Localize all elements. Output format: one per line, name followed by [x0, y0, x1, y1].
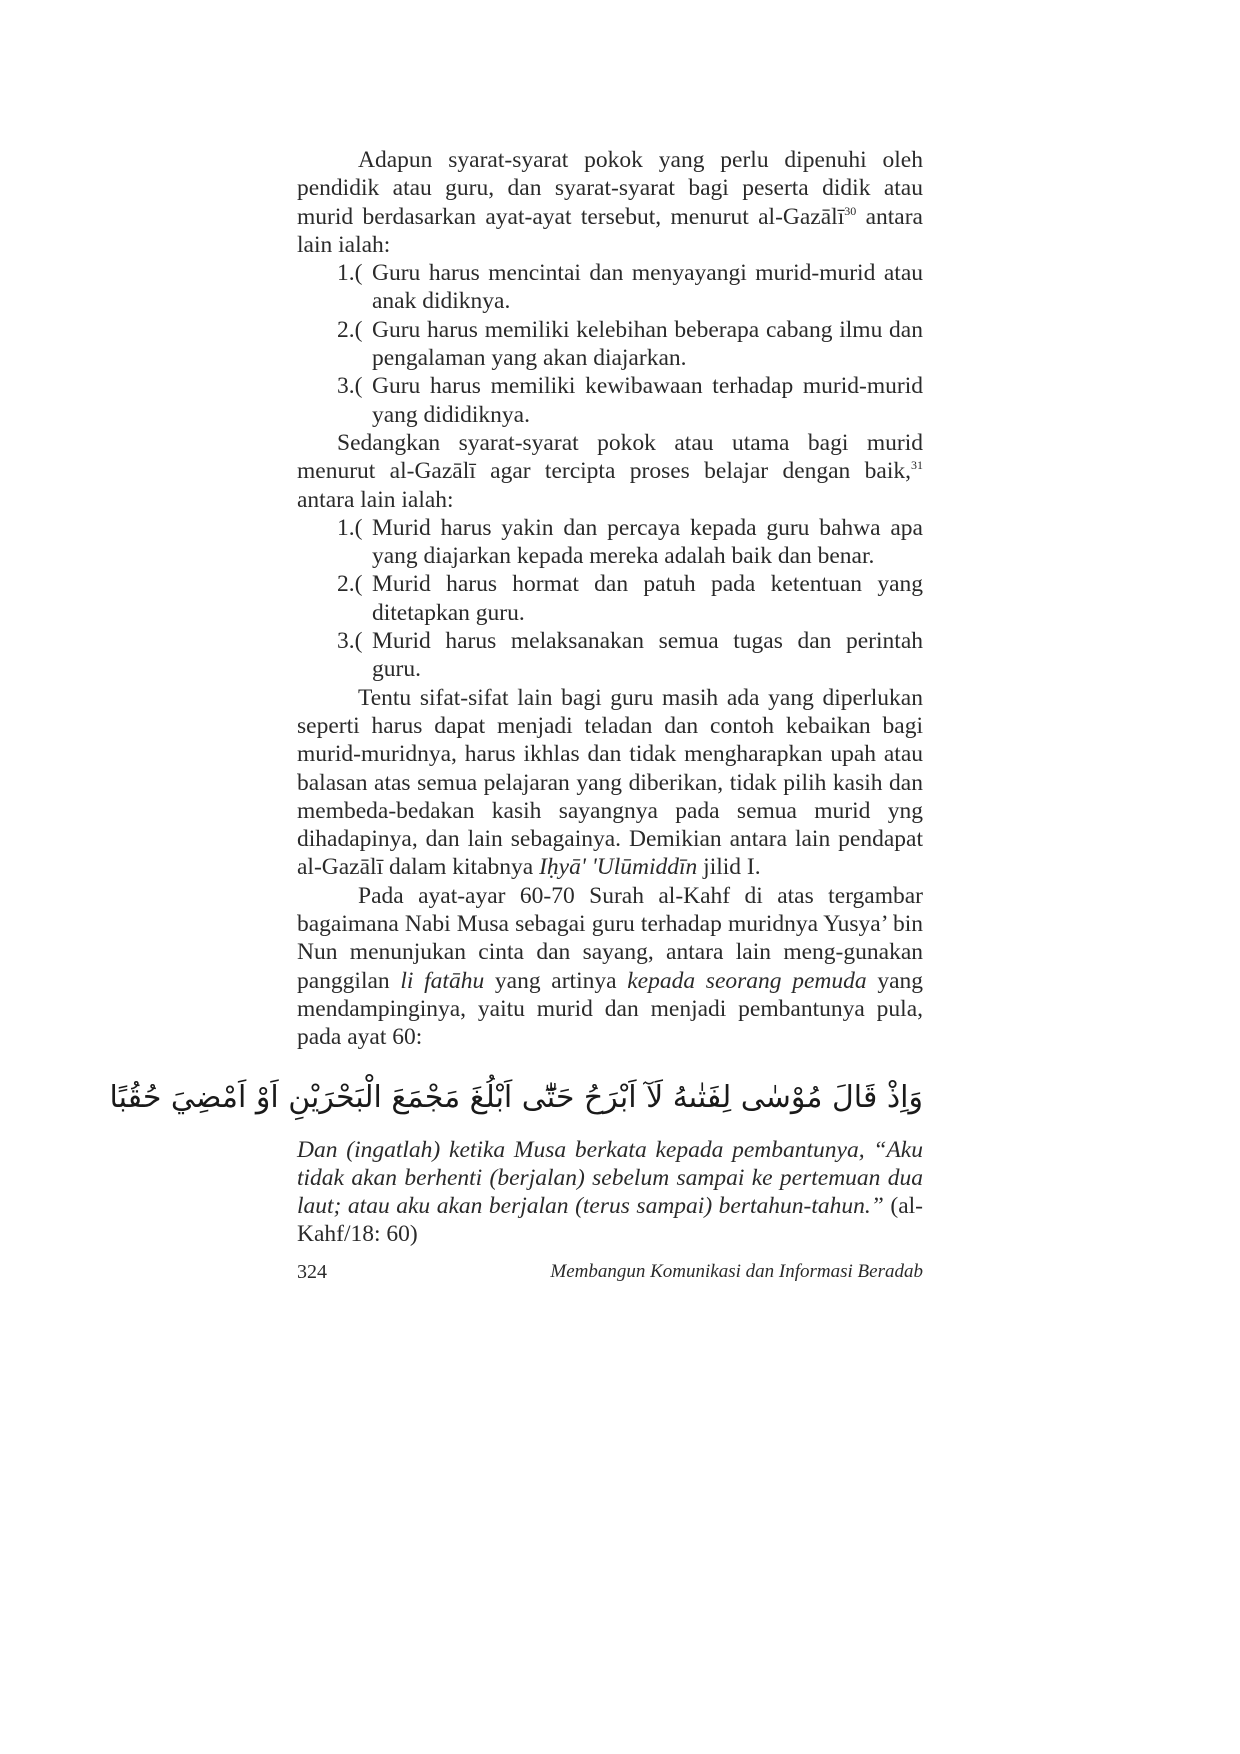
- student-requirements-list: [297, 514, 923, 684]
- verse-translation: Dan (ingatlah) ketika Musa berkata kepada pembantunya, “Aku tidak akan berhenti (berjalan) sebelum sampai ke pertemuan dua laut; atau aku akan berjalan (terus sampai) bertahun-tahun.” (al-Kahf/18: 60): [297, 1136, 923, 1248]
- running-title: Membangun Komunikasi dan Informasi Beradab: [550, 1261, 923, 1282]
- footnote-ref-31[interactable]: 31: [911, 458, 923, 473]
- paragraph-al-kahf: Pada ayat-ayar 60-70 Surah al-Kahf di atas tergambar bagaimana Nabi Musa sebagai guru terhadap muridnya Yusya’ bin Nun menunjukan cinta dan sayang, antara lain meng-gunakan panggilan li fatāhu yang artinya kepada seorang pemuda yang mendampinginya, yaitu murid dan menjadi pembantunya pula, pada ayat 60:: [297, 882, 924, 1051]
- quran-verse-arabic: وَاِذْ قَالَ مُوْسٰى لِفَتٰىهُ لَآ اَبْرَحُ حَتّٰٓى اَبْلُغَ مَجْمَعَ الْبَحْرَيْنِ اَوْ اَمْضِيَ حُقُبًا: [109, 1079, 923, 1115]
- paragraph-teacher-qualities: Tentu sifat-sifat lain bagi guru masih ada yang diperlukan seperti harus dapat menjadi teladan dan contoh kebaikan bagi murid-muridnya, harus ikhlas dan tidak mengharapkan upah atau balasan atas semua pelajaran yang diberikan, tidak pilih kasih dan membeda-bedakan kasih sayangnya pada semua murid yng dihadapinya, dan lain sebagainya. Demikian antara lain pendapat al-Gazālī dalam kitabnya Iḥyā' 'Ulūmiddīn jilid I.: [297, 684, 923, 881]
- paragraph-intro: Adapun syarat-syarat pokok yang perlu dipenuhi oleh pendidik atau guru, dan syarat-syarat bagi peserta didik atau murid berdasarkan ayat-ayat tersebut, menurut al-Gazālī$^{30}$ antara lain ialah:: [297, 147, 923, 258]
- list-item: 2.( Murid harus hormat dan patuh pada ketentuan yang ditetapkan guru.: [337, 571, 923, 626]
- list-item: 3.( Guru harus memiliki kewibawaan terhadap murid-murid yang dididiknya.: [337, 373, 923, 428]
- footnote-ref-30[interactable]: 30: [844, 203, 857, 218]
- term-meaning: kepada seorang pemuda: [627, 967, 867, 994]
- page-number: 324: [297, 1261, 327, 1283]
- page-body: [109, 146, 924, 1272]
- list-item: 2.( Guru harus memiliki kelebihan beberapa cabang ilmu dan pengalaman yang akan diajarkan.: [337, 316, 923, 372]
- term-li-fatahu: li fatāhu: [400, 967, 485, 994]
- list-item: 1.( Murid harus yakin dan percaya kepada guru bahwa apa yang diajarkan kepada mereka adalah baik dan benar.: [337, 514, 923, 570]
- page-footer: [297, 1258, 923, 1286]
- verse-reference: (al-Kahf/18: 60): [297, 1193, 923, 1248]
- book-title: Iḥyā' 'Ulūmiddīn: [539, 854, 698, 881]
- paragraph-student-intro: Sedangkan syarat-syarat pokok atau utama bagi murid menurut al-Gazālī agar tercipta proses belajar dengan baik,$^{31}$ antara lain ialah:: [297, 429, 923, 513]
- list-item: 3.( Murid harus melaksanakan semua tugas dan perintah guru.: [337, 628, 923, 683]
- teacher-requirements-list: [297, 259, 923, 429]
- list-item: 1.( Guru harus mencintai dan menyayangi murid-murid atau anak didiknya.: [337, 260, 923, 315]
